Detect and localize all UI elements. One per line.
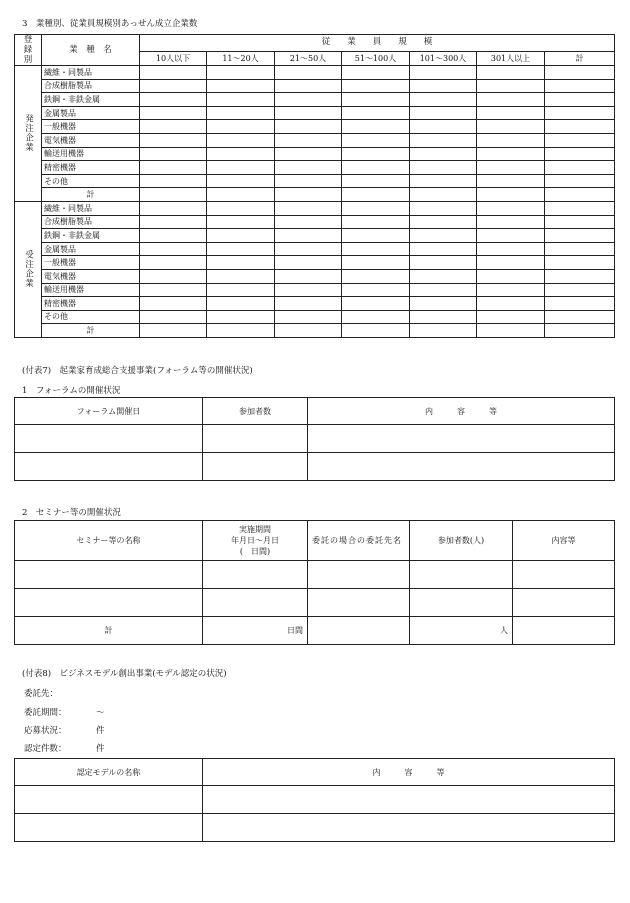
count-cell <box>140 93 207 107</box>
seminar-title: 2 セミナー等の開催状況 <box>22 508 121 518</box>
table-row <box>15 93 615 107</box>
seminar-table <box>14 520 615 645</box>
count-cell <box>545 66 615 80</box>
count-cell <box>410 215 477 229</box>
count-cell <box>207 93 275 107</box>
count-cell <box>477 188 545 202</box>
count-cell <box>207 229 275 243</box>
table-row <box>15 310 615 324</box>
count-cell <box>477 269 545 283</box>
count-cell <box>275 215 342 229</box>
count-cell <box>477 256 545 270</box>
count-cell <box>275 147 342 161</box>
count-cell <box>410 242 477 256</box>
count-cell <box>275 79 342 93</box>
industry-name: 合成樹脂製品 <box>42 79 140 93</box>
seminar-col-name: セミナー等の名称 <box>15 521 203 561</box>
count-cell <box>207 174 275 188</box>
count-cell <box>545 120 615 134</box>
count-cell <box>342 215 410 229</box>
table-row <box>15 147 615 161</box>
table-row <box>15 106 615 120</box>
forum-title: 1 フォーラムの開催状況 <box>22 386 121 396</box>
count-cell <box>140 310 207 324</box>
count-cell <box>207 283 275 297</box>
industry-name: 輸送用機器 <box>42 147 140 161</box>
count-cell <box>275 93 342 107</box>
count-cell <box>207 106 275 120</box>
count-cell <box>545 242 615 256</box>
count-cell <box>275 283 342 297</box>
table-row <box>15 161 615 175</box>
seminar-total-label: 計 <box>15 617 203 645</box>
forum-col-content: 内 容 等 <box>308 398 615 425</box>
table-row <box>15 133 615 147</box>
industry-name: 電気機器 <box>42 133 140 147</box>
industry-name: 合成樹脂製品 <box>42 215 140 229</box>
table-row <box>15 814 615 842</box>
period-value: 〜 <box>96 708 105 718</box>
group-total-label: 計 <box>42 324 140 338</box>
count-cell <box>275 174 342 188</box>
table-row <box>15 242 615 256</box>
forum-col-participants: 参加者数 <box>203 398 308 425</box>
count-cell <box>477 283 545 297</box>
count-cell <box>140 297 207 311</box>
count-cell <box>477 147 545 161</box>
count-cell <box>545 269 615 283</box>
count-cell <box>342 66 410 80</box>
count-cell <box>342 133 410 147</box>
count-cell <box>545 283 615 297</box>
count-cell <box>342 147 410 161</box>
model-col-content: 内 容 等 <box>203 759 615 786</box>
applications-label: 応募状況： <box>24 726 67 736</box>
count-cell <box>207 120 275 134</box>
count-cell <box>275 120 342 134</box>
appendix7-title: (付表7) 起業家育成総合支援事業(フォーラム等の開催状況) <box>22 366 253 376</box>
group-total-label: 計 <box>42 188 140 202</box>
count-cell <box>140 215 207 229</box>
count-cell <box>410 269 477 283</box>
scale-col-header: 21〜50人 <box>275 51 342 65</box>
count-cell <box>410 174 477 188</box>
table-row <box>15 297 615 311</box>
model-table <box>14 758 615 842</box>
count-cell <box>342 120 410 134</box>
industry-name: 鉄鋼・非鉄金属 <box>42 93 140 107</box>
industry-name: 繊維・同製品 <box>42 201 140 215</box>
count-cell <box>342 310 410 324</box>
count-cell <box>275 310 342 324</box>
count-cell <box>477 93 545 107</box>
count-cell <box>477 161 545 175</box>
count-cell <box>342 229 410 243</box>
seminar-total-row <box>15 617 615 645</box>
count-cell <box>140 242 207 256</box>
count-cell <box>545 174 615 188</box>
count-cell <box>342 93 410 107</box>
count-cell <box>545 147 615 161</box>
count-cell <box>342 201 410 215</box>
count-cell <box>410 93 477 107</box>
count-cell <box>545 93 615 107</box>
scale-col-header: 計 <box>545 51 615 65</box>
certified-value: 件 <box>96 744 105 754</box>
count-cell <box>207 66 275 80</box>
table-row <box>15 453 615 481</box>
seminar-col-content: 内容等 <box>513 521 615 561</box>
count-cell <box>477 133 545 147</box>
count-cell <box>410 256 477 270</box>
count-cell <box>545 133 615 147</box>
count-cell <box>342 106 410 120</box>
count-cell <box>140 120 207 134</box>
seminar-col-participants: 参加者数(人) <box>410 521 513 561</box>
table-row <box>15 174 615 188</box>
count-cell <box>545 106 615 120</box>
count-cell <box>410 324 477 338</box>
count-cell <box>342 297 410 311</box>
appendix8-title: (付表8) ビジネスモデル創出事業(モデル認定の状況) <box>22 669 227 679</box>
table-row <box>15 283 615 297</box>
table-row <box>15 79 615 93</box>
count-cell <box>410 161 477 175</box>
count-cell <box>140 269 207 283</box>
count-cell <box>477 324 545 338</box>
count-cell <box>342 188 410 202</box>
count-cell <box>410 106 477 120</box>
reg-header: 登録別 <box>15 35 42 66</box>
count-cell <box>545 229 615 243</box>
count-cell <box>410 283 477 297</box>
count-cell <box>140 174 207 188</box>
count-cell <box>477 201 545 215</box>
count-cell <box>275 106 342 120</box>
scale-col-header: 301人以上 <box>477 51 545 65</box>
count-cell <box>342 283 410 297</box>
count-cell <box>477 79 545 93</box>
count-cell <box>342 79 410 93</box>
table-row <box>15 269 615 283</box>
count-cell <box>477 297 545 311</box>
count-cell <box>410 310 477 324</box>
count-cell <box>342 242 410 256</box>
table-row <box>15 188 615 202</box>
industry-name: 精密機器 <box>42 297 140 311</box>
certified-label: 認定件数： <box>24 744 67 754</box>
model-col-name: 認定モデルの名称 <box>15 759 203 786</box>
count-cell <box>275 161 342 175</box>
count-cell <box>207 201 275 215</box>
industry-name: 電気機器 <box>42 269 140 283</box>
table-row <box>15 120 615 134</box>
table-row <box>15 324 615 338</box>
scale-header: 従 業 員 規 模 <box>140 35 615 52</box>
count-cell <box>545 79 615 93</box>
count-cell <box>410 147 477 161</box>
count-cell <box>477 242 545 256</box>
count-cell <box>207 256 275 270</box>
count-cell <box>275 297 342 311</box>
count-cell <box>342 256 410 270</box>
count-cell <box>275 269 342 283</box>
count-cell <box>140 161 207 175</box>
count-cell <box>342 324 410 338</box>
count-cell <box>545 161 615 175</box>
scale-col-header: 101〜300人 <box>410 51 477 65</box>
count-cell <box>545 215 615 229</box>
count-cell <box>207 324 275 338</box>
count-cell <box>275 133 342 147</box>
seminar-total-people: 人 <box>410 617 513 645</box>
count-cell <box>477 66 545 80</box>
count-cell <box>275 66 342 80</box>
count-cell <box>410 297 477 311</box>
count-cell <box>545 310 615 324</box>
table-row <box>15 589 615 617</box>
section3-title: 3 業種別、従業員規模別あっせん成立企業数 <box>22 19 198 29</box>
count-cell <box>207 310 275 324</box>
count-cell <box>207 297 275 311</box>
industry-header: 業 種 名 <box>42 35 140 66</box>
count-cell <box>140 283 207 297</box>
forum-col-date: フォーラム開催日 <box>15 398 203 425</box>
count-cell <box>275 188 342 202</box>
count-cell <box>207 269 275 283</box>
scale-col-header: 51〜100人 <box>342 51 410 65</box>
table-row <box>15 425 615 453</box>
count-cell <box>140 229 207 243</box>
count-cell <box>545 188 615 202</box>
period-label: 委託期間： <box>24 708 67 718</box>
count-cell <box>140 201 207 215</box>
table-row <box>15 561 615 589</box>
count-cell <box>342 174 410 188</box>
count-cell <box>275 229 342 243</box>
count-cell <box>207 147 275 161</box>
industry-name: 繊維・同製品 <box>42 66 140 80</box>
table-row <box>15 201 615 215</box>
count-cell <box>207 79 275 93</box>
count-cell <box>410 66 477 80</box>
count-cell <box>477 120 545 134</box>
count-cell <box>342 269 410 283</box>
count-cell <box>275 256 342 270</box>
count-cell <box>410 229 477 243</box>
contractor-label: 委託先： <box>24 689 59 699</box>
count-cell <box>410 120 477 134</box>
count-cell <box>207 161 275 175</box>
count-cell <box>140 106 207 120</box>
industry-name: 金属製品 <box>42 106 140 120</box>
count-cell <box>410 133 477 147</box>
count-cell <box>410 188 477 202</box>
count-cell <box>140 188 207 202</box>
count-cell <box>545 324 615 338</box>
count-cell <box>140 256 207 270</box>
seminar-col-period: 実施期間 年月日〜月日 ( 日間) <box>203 521 308 561</box>
count-cell <box>477 174 545 188</box>
count-cell <box>410 79 477 93</box>
industry-name: 金属製品 <box>42 242 140 256</box>
scale-col-header: 11〜20人 <box>207 51 275 65</box>
table-row <box>15 215 615 229</box>
industry-name: その他 <box>42 310 140 324</box>
seminar-col-contractor: 委託の場合の委託先名 <box>308 521 410 561</box>
count-cell <box>545 201 615 215</box>
count-cell <box>275 324 342 338</box>
count-cell <box>140 147 207 161</box>
count-cell <box>140 133 207 147</box>
count-cell <box>545 297 615 311</box>
forum-table <box>14 397 615 481</box>
count-cell <box>140 79 207 93</box>
count-cell <box>410 201 477 215</box>
count-cell <box>140 324 207 338</box>
applications-value: 件 <box>96 726 105 736</box>
table-row <box>15 256 615 270</box>
table-row <box>15 66 615 80</box>
industry-name: 鉄鋼・非鉄金属 <box>42 229 140 243</box>
table-row <box>15 786 615 814</box>
table-row <box>15 229 615 243</box>
scale-col-header: 10人以下 <box>140 51 207 65</box>
count-cell <box>477 229 545 243</box>
group-label: 発注企業 <box>15 66 42 202</box>
count-cell <box>140 66 207 80</box>
count-cell <box>207 215 275 229</box>
count-cell <box>477 106 545 120</box>
industry-name: 輸送用機器 <box>42 283 140 297</box>
count-cell <box>275 201 342 215</box>
count-cell <box>207 133 275 147</box>
count-cell <box>207 188 275 202</box>
industry-scale-table <box>14 34 615 338</box>
seminar-total-days: 日間 <box>203 617 308 645</box>
count-cell <box>342 161 410 175</box>
group-label: 受注企業 <box>15 201 42 337</box>
count-cell <box>207 242 275 256</box>
industry-name: 精密機器 <box>42 161 140 175</box>
industry-name: 一般機器 <box>42 256 140 270</box>
industry-name: 一般機器 <box>42 120 140 134</box>
count-cell <box>545 256 615 270</box>
industry-name: その他 <box>42 174 140 188</box>
count-cell <box>275 242 342 256</box>
count-cell <box>477 310 545 324</box>
count-cell <box>477 215 545 229</box>
